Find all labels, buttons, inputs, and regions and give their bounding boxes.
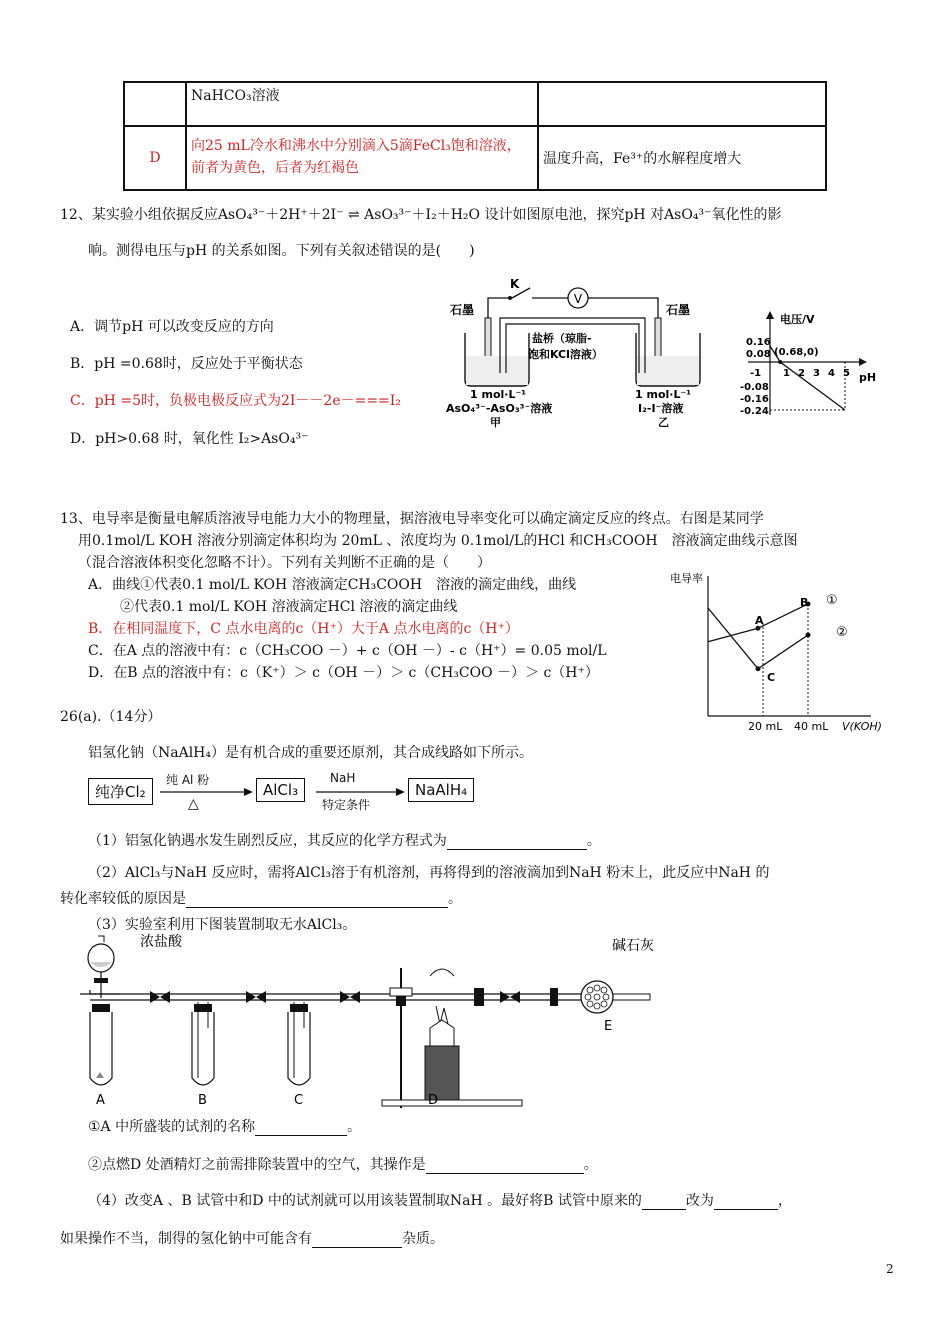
left-cell-name: 甲 — [490, 416, 501, 428]
voltmeter-label: V — [573, 292, 583, 306]
left-electrode-label: 石墨 — [450, 303, 475, 317]
q26-p2-text: 转化率较低的原因是 — [60, 891, 186, 907]
q13-option-a2: ②代表0.1 mol/L KOH 溶液滴定HCl 溶液的滴定曲线 — [120, 599, 458, 615]
answer-blank[interactable] — [447, 835, 587, 850]
route-arrow1-top: 纯 Al 粉 — [166, 773, 210, 787]
q13-stem-line1: 13、电导率是衡量电解质溶液导电能力大小的物理量，据溶液电导率变化可以确定滴定反应的终点。右图是某同学 — [60, 511, 764, 527]
q12-option-d: D．pH>0.68 时，氧化性 I₂>AsO₄³⁻ — [70, 431, 309, 447]
x-axis-label: pH — [859, 371, 877, 384]
lamp-block — [425, 1046, 459, 1100]
q26-p3-2 — [88, 1154, 598, 1174]
punct: 。 — [347, 1119, 362, 1135]
soda-lime-label: 碱石灰 — [612, 938, 654, 954]
point-annotation: (0.68,0) — [774, 347, 819, 358]
q26-p4-text: 如果操作不当，制得的氢化钠中可能含有 — [60, 1231, 312, 1247]
table-cell — [538, 82, 826, 126]
y-axis-label: 电导率 — [670, 572, 703, 585]
punct: 。 — [583, 1157, 598, 1173]
route-arrow-icon — [160, 785, 255, 799]
salt-bridge-label: 饱和KCl溶液） — [528, 348, 603, 361]
table-text: 向25 mL冷水和沸水中分别滴入5滴FeCl₃饱和溶液，前者为黄色，后者为红褐色 — [186, 126, 538, 190]
q26-p3-1 — [88, 1116, 361, 1136]
x-tick-label: 1 — [783, 368, 790, 379]
q13-stem-line3: （混合溶液体积变化忽略不计）。下列有关判断不正确的是（ ） — [78, 555, 491, 571]
y-axis-label: 电压/V — [780, 313, 815, 326]
q26-p4-text: 杂质。 — [402, 1231, 444, 1247]
galvanic-cell-diagram — [440, 278, 710, 428]
x-tick-label: 4 — [828, 368, 835, 379]
q26-p4-text: 改为 — [685, 1193, 714, 1209]
right-cell-name: 乙 — [658, 416, 669, 428]
label-a: A — [96, 1093, 105, 1108]
answer-blank[interactable] — [642, 1195, 686, 1210]
q26-p2-line1: （2）AlCl₃与NaH 反应时，需将AlCl₃溶于有机溶剂，再将得到的溶液滴加到NaH 粉末上，此反应中NaH 的 — [88, 865, 770, 881]
q26-p3-1-text: ①A 中所盛装的试剂的名称 — [88, 1119, 256, 1135]
page-number: 2 — [886, 1262, 894, 1276]
data-point — [806, 633, 811, 638]
test-tube-a — [90, 1004, 112, 1085]
q26-p3: （3）实验室利用下图装置制取无水AlCl₃。 — [88, 917, 357, 933]
table-cell — [124, 82, 186, 126]
x-tick-label: 20 mL — [748, 720, 783, 733]
q12-option-a: A．调节pH 可以改变反应的方向 — [70, 319, 274, 335]
x-tick-label: 2 — [798, 368, 805, 379]
route-box-cl2: 纯净Cl₂ — [88, 778, 153, 805]
x-tick-label: 3 — [813, 368, 820, 379]
q26-p3-2-text: ②点燃D 处酒精灯之前需排除装置中的空气，其操作是 — [88, 1157, 426, 1173]
label-c: C — [294, 1093, 304, 1108]
table-cell — [186, 82, 538, 126]
q26-intro: 铝氢化钠（NaAlH₄）是有机合成的重要还原剂，其合成线路如下所示。 — [88, 745, 534, 761]
answer-table — [123, 81, 827, 191]
answer-blank[interactable] — [714, 1195, 778, 1210]
answer-blank[interactable] — [255, 1121, 347, 1136]
data-point — [778, 360, 782, 364]
conductivity-chart — [666, 568, 896, 734]
right-electrode-label: 石墨 — [666, 303, 691, 317]
acid-label: 浓盐酸 — [140, 934, 182, 950]
q26-p2-line2 — [60, 888, 462, 908]
y-tick-label: 0.16 — [746, 337, 771, 348]
q12-option-c: C．pH =5时，负极电极反应式为2I－－2e－===I₂ — [70, 393, 401, 409]
punct: ， — [777, 1193, 792, 1209]
punct: 。 — [586, 833, 601, 849]
x-tick-label: 40 mL — [794, 720, 829, 733]
y-tick-label: -0.08 — [740, 382, 769, 393]
q26-p1-text: （1）铝氢化钠遇水发生剧烈反应，其反应的化学方程式为 — [88, 833, 447, 849]
q13-option-d: D．在B 点的溶液中有：c（K⁺）＞ c（OH －）＞ c（CH₃COO －）＞ c（H⁺） — [88, 665, 599, 681]
q12-option-b: B．pH =0.68时，反应处于平衡状态 — [70, 356, 303, 372]
label-d: D — [428, 1093, 439, 1108]
q26-p4-line1 — [88, 1190, 792, 1210]
table-text: 温度升高，Fe³⁺的水解程度增大 — [538, 126, 826, 190]
salt-bridge-label: 盐桥（琼脂- — [532, 332, 592, 345]
x-axis-label: V(KOH) — [842, 720, 882, 733]
answer-blank[interactable] — [186, 893, 448, 908]
route-box-alcl3: AlCl₃ — [256, 778, 305, 802]
data-point — [756, 666, 761, 671]
label-b: B — [198, 1093, 207, 1108]
series-label-2: ② — [836, 625, 848, 640]
switch-label: K — [510, 278, 520, 291]
funnel-icon — [88, 944, 114, 972]
q26-title: 26(a).（14分） — [60, 709, 162, 725]
q12-stem-line2: 响。测得电压与pH 的关系如图。下列有关叙述错误的是( ) — [88, 243, 475, 259]
route-box-naalh4: NaAlH₄ — [408, 778, 474, 802]
test-tube-b — [192, 1002, 214, 1085]
answer-blank[interactable] — [312, 1233, 402, 1248]
point-label-a: A — [755, 614, 764, 627]
table-text: NaHCO₃溶液 — [191, 88, 280, 104]
y-tick-label: 0.08 — [746, 349, 771, 360]
test-tube-c — [288, 1002, 310, 1085]
left-concentration: 1 mol·L⁻¹ — [470, 388, 527, 401]
series-label-1: ① — [826, 593, 838, 608]
q13-option-c: C．在A 点的溶液中有：c（CH₃COO －）+ c（OH －）- c（H⁺）= 0.05 mol/L — [88, 643, 607, 659]
right-concentration: 1 mol·L⁻¹ — [635, 388, 692, 401]
y-tick-label: -0.16 — [740, 394, 769, 405]
x-tick-label: 5 — [843, 368, 850, 379]
option-label: D — [124, 126, 186, 190]
q13-option-a1: A．曲线①代表0.1 mol/L KOH 溶液滴定CH₃COOH 溶液的滴定曲线，曲线 — [88, 577, 577, 593]
q13-option-b: B．在相同温度下，C 点水电离的c（H⁺）大于A 点水电离的c（H⁺） — [88, 621, 519, 637]
voltage-ph-chart — [728, 305, 878, 420]
q13-stem-line2: 用0.1mol/L KOH 溶液分别滴定体积均为 20mL 、浓度均为 0.1mol/L的HCl 和CH₃COOH 溶液滴定曲线示意图 — [78, 533, 798, 549]
route-arrow1-bottom: △ — [188, 796, 199, 812]
point-label-c: C — [767, 671, 776, 684]
answer-blank[interactable] — [426, 1159, 584, 1174]
route-arrow2-top: NaH — [330, 771, 356, 785]
q26-p1 — [88, 830, 601, 850]
x-tick-label: -1 — [750, 368, 762, 379]
apparatus-diagram — [70, 928, 710, 1108]
y-tick-label: -0.24 — [740, 406, 769, 417]
point-label-b: B — [800, 596, 809, 609]
route-arrow2-bottom: 特定条件 — [322, 798, 371, 812]
route-arrow-icon — [316, 785, 406, 799]
left-solution: AsO₄³⁻-AsO₃³⁻溶液 — [446, 402, 553, 415]
right-solution: I₂-I⁻溶液 — [638, 402, 684, 415]
label-e: E — [604, 1019, 613, 1034]
q12-stem-line1: 12、某实验小组依据反应AsO₄³⁻＋2H⁺＋2I⁻ ⇌ AsO₃³⁻＋I₂＋H₂O 设计如图原电池，探究pH 对AsO₄³⁻氧化性的影 — [60, 207, 782, 223]
q26-p4-text: （4）改变A 、B 试管中和D 中的试剂就可以用该装置制取NaH 。最好将B 试管中原来的 — [88, 1193, 642, 1209]
q26-p4-line2 — [60, 1228, 444, 1248]
punct: 。 — [448, 891, 462, 907]
